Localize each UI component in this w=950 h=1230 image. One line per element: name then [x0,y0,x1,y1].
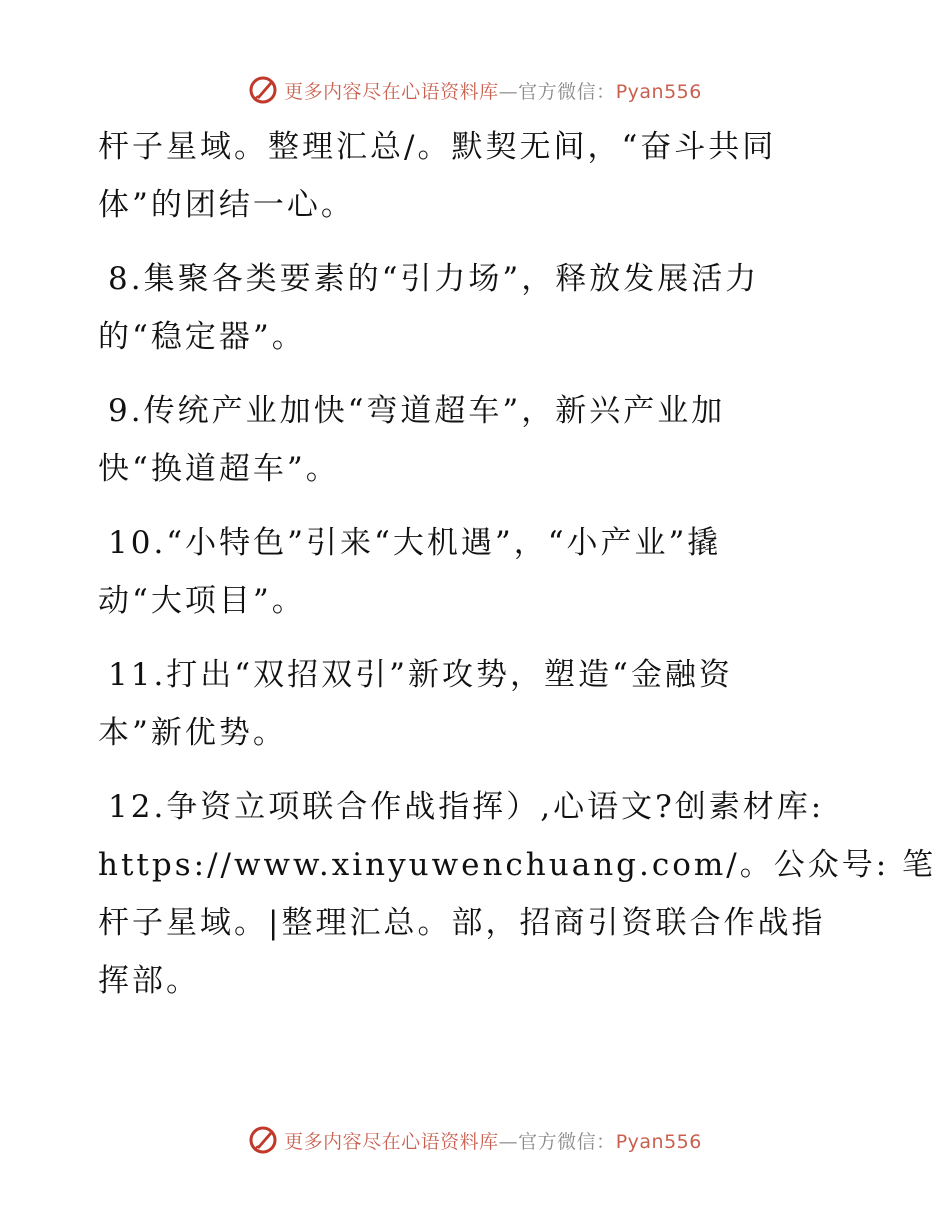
document-body [98,118,937,1010]
text-line: 8.集聚各类要素的“引力场”，释放发展活力 [108,261,760,297]
text-line: 杆子星域。|整理汇总。部，招商引资联合作战指 [98,905,826,941]
text-line: 12.争资立项联合作战指挥）,心语文?创素材库: [108,789,825,825]
text-line: 杆子星域。整理汇总/。默契无间，“奋斗共同 [98,129,777,165]
quill-logo-icon [248,75,278,105]
text-line: 本”新优势。 [98,715,287,751]
banner-prefix: 更多内容尽在心语资料库 [284,80,499,103]
text-line: 9.传统产业加快“弯道超车”，新兴产业加 [108,393,726,429]
text-line: 动“大项目”。 [98,583,306,619]
banner-wechat: Pyan556 [615,1130,702,1153]
text-line: 11.打出“双招双引”新攻势，塑造“金融资 [108,657,733,693]
header-watermark [0,70,950,110]
banner-dash: — [498,1130,519,1153]
quill-logo-icon [248,1125,278,1155]
paragraph-6 [98,778,937,1010]
banner-prefix: 更多内容尽在心语资料库 [284,1130,499,1153]
banner-official: 官方微信： [518,1130,616,1153]
paragraph-5 [98,646,858,762]
text-line: 体”的团结一心。 [98,187,355,223]
footer-watermark [0,1120,950,1160]
banner-official: 官方微信： [518,80,616,103]
banner-wechat: Pyan556 [615,80,702,103]
banner-text [284,1127,702,1154]
text-line: 快“换道超车”。 [98,451,340,487]
text-line: 挥部。 [98,963,200,999]
paragraph-2 [98,250,858,366]
paragraph-3 [98,382,858,498]
banner-text [284,77,702,104]
paragraph-4 [98,514,858,630]
text-line: 的“稳定器”。 [98,319,306,355]
text-line: https://www.xinyuwenchuang.com/。公众号: 笔 [98,847,937,883]
text-line: 10.“小特色”引来“大机遇”，“小产业”撬 [108,525,722,561]
banner-dash: — [498,80,519,103]
paragraph-1 [98,118,858,234]
